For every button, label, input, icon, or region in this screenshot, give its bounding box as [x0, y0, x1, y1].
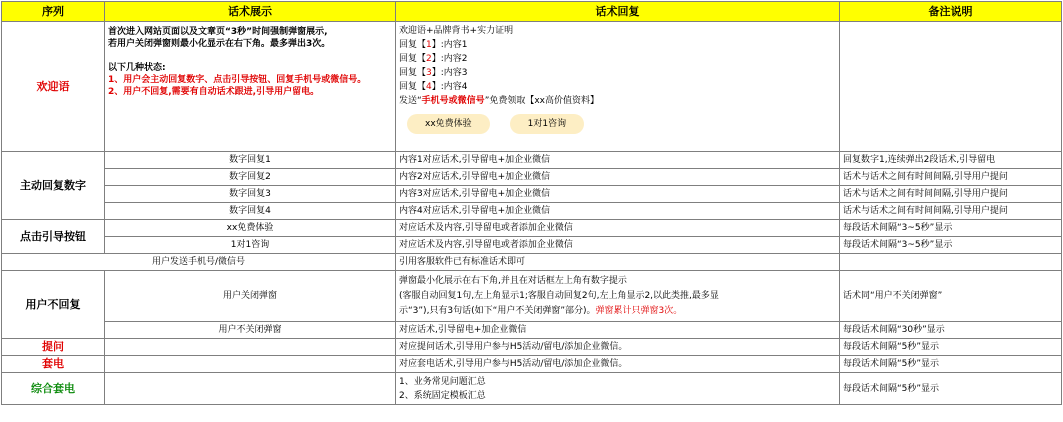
welcome-reply — [396, 22, 840, 152]
welcome-reply-line-1: 回复【1】:内容1 — [399, 40, 468, 50]
welcome-display — [105, 22, 396, 152]
no-reply-close-reply — [396, 271, 840, 322]
no-reply-open-row — [2, 322, 1062, 339]
reply-number-reply: 内容1对应话术,引导留电+加企业微信 — [396, 152, 840, 169]
welcome-display-line2: 若用户关闭弹窗则最小化显示在右下角。最多弹出3次。 — [108, 39, 331, 49]
combo-row — [2, 373, 1062, 405]
reply-number-row — [2, 186, 1062, 203]
question-seq: 提问 — [2, 339, 105, 356]
package-seq: 套电 — [2, 356, 105, 373]
welcome-states-title: 以下几种状态: — [108, 63, 166, 73]
reply-number-reply: 内容2对应话术,引导留电+加企业微信 — [396, 169, 840, 186]
send-phone-display: 用户发送手机号/微信号 — [2, 254, 396, 271]
header-reply: 话术回复 — [396, 2, 840, 22]
combo-display — [105, 373, 396, 405]
reply-number-row — [2, 152, 1062, 169]
reply-number-display: 数字回复3 — [105, 186, 396, 203]
send-phone-row — [2, 254, 1062, 271]
welcome-reply-line-4: 回复【4】:内容4 — [399, 82, 468, 92]
reply-number-display: 数字回复4 — [105, 203, 396, 220]
no-reply-close-note: 话术同“用户不关闭弹窗” — [840, 271, 1062, 322]
welcome-reply-line-3: 回复【3】:内容3 — [399, 68, 468, 78]
reply-number-row — [2, 169, 1062, 186]
welcome-seq: 欢迎语 — [2, 22, 105, 152]
no-reply-seq: 用户不回复 — [2, 271, 105, 339]
question-note: 每段话术间隔“5秒”显示 — [840, 339, 1062, 356]
free-trial-button[interactable]: xx免费体验 — [407, 114, 490, 134]
package-reply: 对应套电话术,引导用户参与H5活动/留电/添加企业微信。 — [396, 356, 840, 373]
no-reply-open-note: 每段话术间隔“30秒”显示 — [840, 322, 1062, 339]
package-display — [105, 356, 396, 373]
welcome-reply-line-2: 回复【2】:内容2 — [399, 54, 468, 64]
reply-number-note: 话术与话术之间有时间间隔,引导用户提问 — [840, 186, 1062, 203]
header-note: 备注说明 — [840, 2, 1062, 22]
click-button-reply: 对应话术及内容,引导留电或者添加企业微信 — [396, 220, 840, 237]
send-phone-reply: 引用客服软件已有标准话术即可 — [396, 254, 840, 271]
click-button-display: 1对1咨询 — [105, 237, 396, 254]
welcome-note — [840, 22, 1062, 152]
header-row — [2, 2, 1062, 22]
combo-seq: 综合套电 — [2, 373, 105, 405]
combo-note: 每段话术间隔“5秒”显示 — [840, 373, 1062, 405]
one-on-one-button[interactable]: 1对1咨询 — [510, 114, 584, 134]
question-display — [105, 339, 396, 356]
header-display: 话术展示 — [105, 2, 396, 22]
package-note: 每段话术间隔“5秒”显示 — [840, 356, 1062, 373]
combo-reply — [396, 373, 840, 405]
reply-number-note: 话术与话术之间有时间间隔,引导用户提问 — [840, 169, 1062, 186]
click-buttons-seq: 点击引导按钮 — [2, 220, 105, 254]
click-button-reply: 对应话术及内容,引导留电或者添加企业微信 — [396, 237, 840, 254]
welcome-row — [2, 22, 1062, 152]
no-reply-close-line2: (客服自动回复1句,左上角显示1;客服自动回复2句,左上角显示2,以此类推,最多显 — [399, 290, 719, 301]
combo-reply-line1: 1、业务常见问题汇总 — [399, 376, 486, 387]
welcome-state-1: 1、用户会主动回复数字、点击引导按钮、回复手机号或微信号。 — [108, 75, 367, 85]
question-reply: 对应提问话术,引导用户参与H5活动/留电/添加企业微信。 — [396, 339, 840, 356]
welcome-reply-send: 发送“手机号或微信号”免费领取【xx高价值资料】 — [399, 96, 600, 106]
reply-number-display: 数字回复2 — [105, 169, 396, 186]
no-reply-close-display: 用户关闭弹窗 — [105, 271, 396, 322]
no-reply-open-reply: 对应话术,引导留电+加企业微信 — [396, 322, 840, 339]
combo-reply-line2: 2、系统固定模板汇总 — [399, 390, 486, 401]
question-row — [2, 339, 1062, 356]
no-reply-close-line1: 弹窗最小化展示在右下角,并且在对话框左上角有数字提示 — [399, 275, 627, 286]
click-button-row — [2, 220, 1062, 237]
reply-number-display: 数字回复1 — [105, 152, 396, 169]
welcome-display-line1: 首次进入网站页面以及文章页“3秒”时间强制弹窗展示, — [108, 27, 328, 37]
welcome-buttons — [399, 108, 836, 134]
click-button-display: xx免费体验 — [105, 220, 396, 237]
no-reply-close-line3: 示“3”),只有3句话(如下“用户不关闭弹窗”部分)。弹窗累计只弹窗3次。 — [399, 305, 683, 316]
reply-number-reply: 内容4对应话术,引导留电+加企业微信 — [396, 203, 840, 220]
reply-number-note: 话术与话术之间有时间间隔,引导用户提问 — [840, 203, 1062, 220]
reply-number-reply: 内容3对应话术,引导留电+加企业微信 — [396, 186, 840, 203]
welcome-reply-title: 欢迎语+品牌背书+实力证明 — [399, 26, 514, 36]
click-button-row — [2, 237, 1062, 254]
script-table — [1, 1, 1062, 405]
reply-number-row — [2, 203, 1062, 220]
reply-number-note: 回复数字1,连续弹出2段话术,引导留电 — [840, 152, 1062, 169]
header-seq: 序列 — [2, 2, 105, 22]
click-button-note: 每段话术间隔“3~5秒”显示 — [840, 220, 1062, 237]
welcome-state-2: 2、用户不回复,需要有自动话术跟进,引导用户留电。 — [108, 87, 320, 97]
click-button-note: 每段话术间隔“3~5秒”显示 — [840, 237, 1062, 254]
send-phone-note — [840, 254, 1062, 271]
reply-numbers-seq: 主动回复数字 — [2, 152, 105, 220]
package-row — [2, 356, 1062, 373]
no-reply-close-row — [2, 271, 1062, 322]
no-reply-open-display: 用户不关闭弹窗 — [105, 322, 396, 339]
